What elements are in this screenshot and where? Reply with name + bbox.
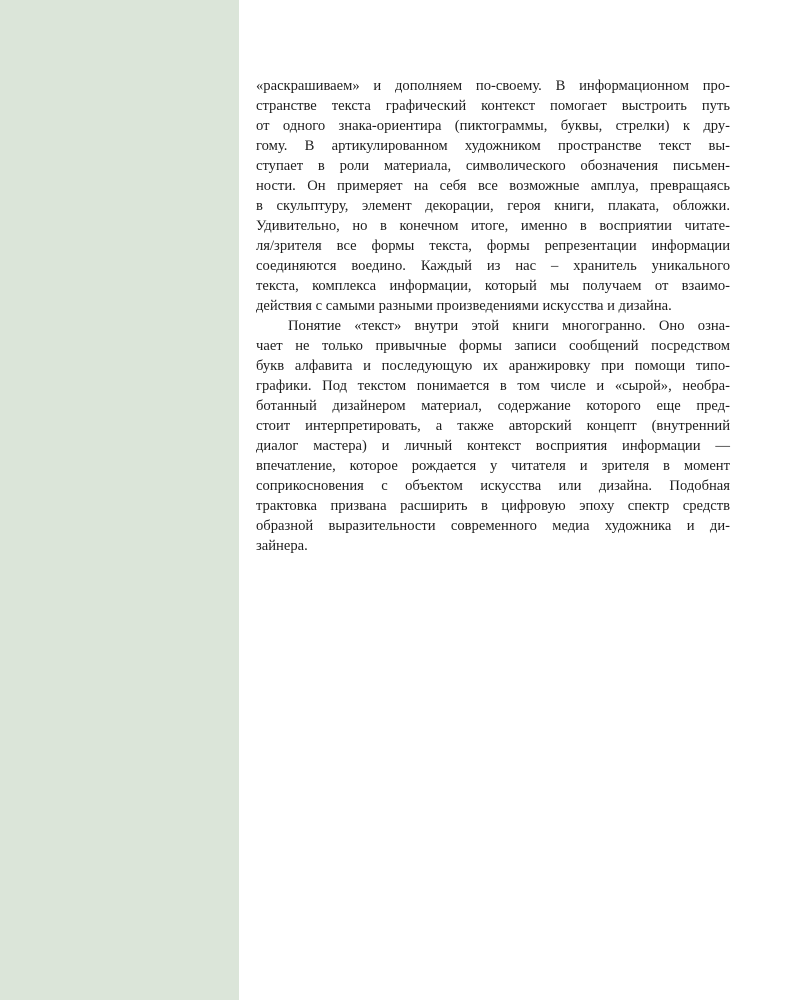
text-line: Понятие «текст» внутри этой книги многогранно. Оно озна- [288,318,730,334]
text-line: текста, комплекса информации, который мы получаем от взаимо- [256,278,730,294]
text-line: в скульптуру, элемент декорации, героя книги, плаката, обложки. [256,198,730,214]
text-line: диалог мастера) и личный контекст восприятия информации — [256,438,730,454]
text-line: «раскрашиваем» и дополняем по-своему. В информационном про- [256,78,730,94]
text-line: чает не только привычные формы записи сообщений посредством [256,338,730,354]
text-line: впечатление, которое рождается у читателя и зрителя в момент [256,458,730,474]
decorative-side-band [0,0,239,1000]
text-line: образной выразительности современного медиа художника и ди- [256,518,730,534]
paragraph [256,76,730,316]
text-line: Удивительно, но в конечном итоге, именно в восприятии читате- [256,218,730,234]
text-line: действия с самыми разными произведениями искусства и дизайна. [256,298,672,314]
text-line: ступает в роли материала, символического обозначения письмен- [256,158,730,174]
text-line: ботанный дизайнером материал, содержание которого еще пред- [256,398,730,414]
text-line: трактовка призвана расширить в цифровую эпоху спектр средств [256,498,730,514]
text-line: от одного знака-ориентира (пиктограммы, буквы, стрелки) к дру- [256,118,730,134]
text-line: графики. Под текстом понимается в том числе и «сырой», необра- [256,378,730,394]
body-text [256,76,730,556]
text-line: ля/зрителя все формы текста, формы репрезентации информации [256,238,730,254]
text-line: букв алфавита и последующую их аранжировку при помощи типо- [256,358,730,374]
text-line: зайнера. [256,538,308,554]
text-line: ности. Он примеряет на себя все возможные амплуа, превращаясь [256,178,730,194]
text-line: гому. В артикулированном художником пространстве текст вы- [256,138,730,154]
paragraph [256,316,730,556]
text-line: странстве текста графический контекст помогает выстроить путь [256,98,730,114]
text-line: соединяются воедино. Каждый из нас – хранитель уникального [256,258,730,274]
text-line: соприкосновения с объектом искусства или дизайна. Подобная [256,478,730,494]
text-line: стоит интерпретировать, а также авторский концепт (внутренний [256,418,730,434]
